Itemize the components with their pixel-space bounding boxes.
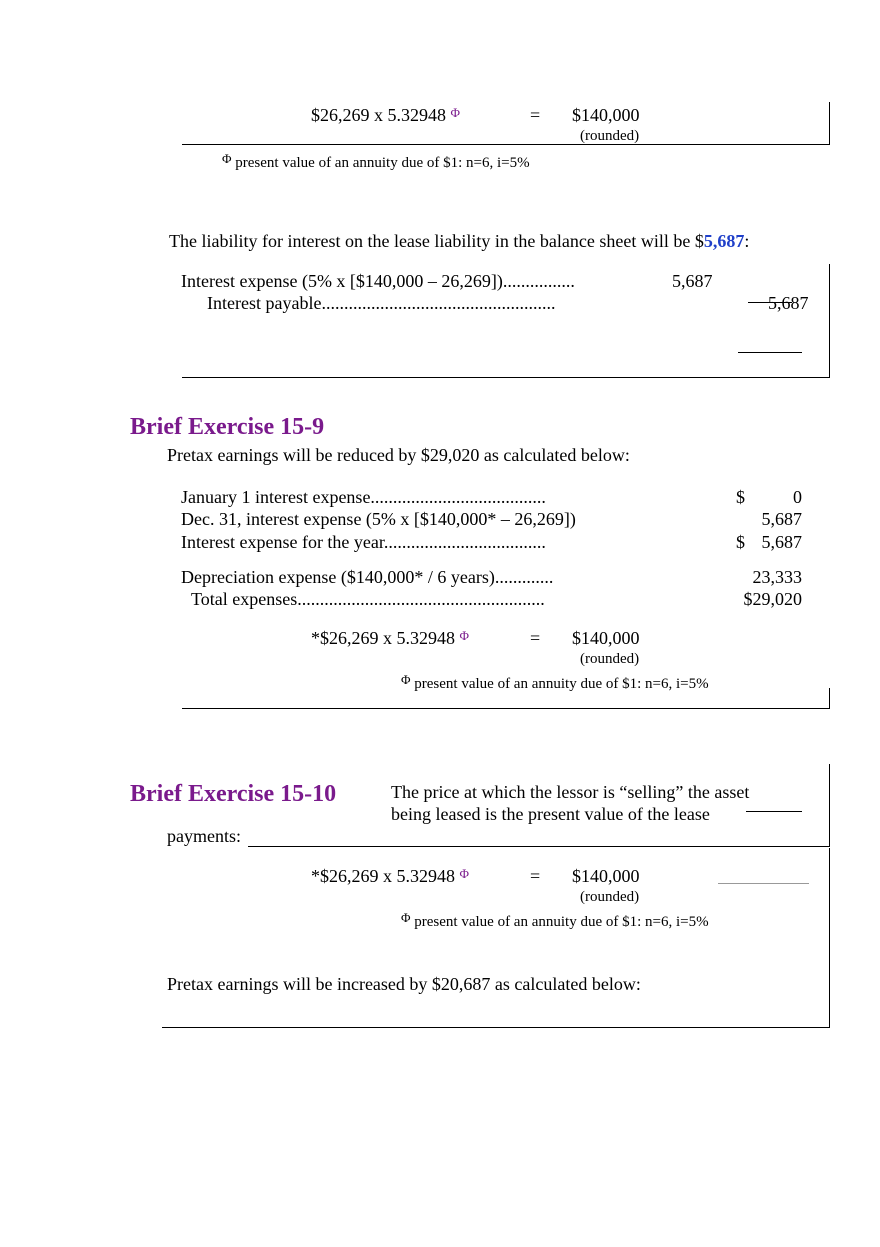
- entry-debit-label: Interest expense (5% x [$140,000 – 26,269])................: [181, 271, 575, 291]
- be15-9-row-label: Total expenses.......................................................: [191, 589, 545, 609]
- table-border-right: [829, 764, 830, 846]
- underline-rule: [738, 352, 802, 353]
- be15-9-formula: [311, 627, 469, 651]
- be15-9-equals: =: [530, 628, 541, 648]
- be15-9-row-label: January 1 interest expense.......................................: [181, 487, 546, 507]
- be15-9-row-value: 23,333: [752, 567, 802, 587]
- table-border-right: [829, 264, 830, 378]
- be15-10-closing: Pretax earnings will be increased by $20,687 as calculated below:: [167, 974, 641, 994]
- be15-9-row-value: 5,687: [761, 532, 802, 552]
- be15-10-equals: =: [530, 866, 541, 886]
- be15-9-row-value: 0: [793, 487, 802, 507]
- phi-symbol: Φ: [459, 628, 470, 643]
- table-border-right: [829, 688, 830, 708]
- be15-9-row-label: Depreciation expense ($140,000* / 6 years).............: [181, 567, 554, 587]
- be15-9-row-label: Interest expense for the year....................................: [181, 532, 546, 552]
- be15-9-row-dollar: $: [736, 487, 745, 507]
- be15-9-intro: Pretax earnings will be reduced by $29,020 as calculated below:: [167, 445, 630, 465]
- liability-amount: 5,687: [703, 231, 745, 251]
- be15-9-row-value: 5,687: [761, 509, 802, 529]
- be15-9-result: $140,000: [572, 628, 640, 648]
- be15-10-intro-line1: The price at which the lessor is “selling” the asset: [391, 782, 750, 802]
- be15-10-footnote: [401, 910, 709, 931]
- top-formula-left: $26,269 x 5.32948: [311, 105, 446, 125]
- entry-credit-label: Interest payable....................................................: [207, 293, 556, 313]
- be15-10-intro-line2: being leased is the present value of the lease: [391, 804, 710, 824]
- be15-10-heading: Brief Exercise 15-10: [130, 781, 337, 807]
- phi-symbol: Φ: [450, 105, 461, 120]
- underline-rule: [718, 883, 809, 884]
- be15-10-formula-left: *$26,269 x 5.32948: [311, 866, 455, 886]
- be15-9-row-value: $29,020: [743, 589, 802, 609]
- entry-credit-value: 5,687: [768, 293, 809, 313]
- phi-symbol: Φ: [401, 910, 411, 925]
- be15-10-footnote-text: present value of an annuity due of $1: n=6, i=5%: [414, 914, 709, 930]
- phi-symbol: Φ: [459, 866, 470, 881]
- table-border-right: [829, 848, 830, 1028]
- phi-symbol: Φ: [401, 672, 411, 687]
- table-border-bottom: [162, 1027, 830, 1028]
- table-border-line: [248, 846, 830, 847]
- top-equals: =: [530, 105, 541, 125]
- table-border-bottom: [182, 377, 830, 378]
- be15-9-rounded: (rounded): [580, 651, 640, 667]
- be15-10-intro-line3: payments:: [167, 826, 241, 846]
- liability-sentence: [169, 230, 749, 252]
- be15-9-footnote-text: present value of an annuity due of $1: n=6, i=5%: [414, 676, 709, 692]
- top-footnote-text: present value of an annuity due of $1: n=6, i=5%: [235, 155, 530, 171]
- table-border-bottom: [182, 708, 830, 709]
- top-formula: [311, 104, 460, 128]
- be15-9-row-label: Dec. 31, interest expense (5% x [$140,000* – 26,269]): [181, 509, 576, 529]
- be15-9-formula-left: *$26,269 x 5.32948: [311, 628, 455, 648]
- be15-10-formula: [311, 865, 469, 889]
- liability-sentence-suffix: :: [744, 231, 750, 251]
- be15-10-result: $140,000: [572, 866, 640, 886]
- liability-sentence-prefix: The liability for interest on the lease liability in the balance sheet will be $: [169, 231, 704, 251]
- be15-10-rounded: (rounded): [580, 889, 640, 905]
- phi-symbol: Φ: [222, 151, 232, 166]
- be15-9-heading: Brief Exercise 15-9: [130, 414, 325, 440]
- be15-9-row-dollar: $: [736, 532, 745, 552]
- entry-debit-value: 5,687: [672, 271, 713, 291]
- top-footnote: [222, 151, 530, 172]
- top-rounded: (rounded): [580, 128, 640, 144]
- table-border-right: [829, 102, 830, 144]
- underline-rule: [746, 811, 802, 812]
- be15-9-footnote: [401, 672, 709, 693]
- strike-line: [748, 302, 792, 303]
- top-result: $140,000: [572, 105, 640, 125]
- table-border-bottom: [182, 144, 830, 145]
